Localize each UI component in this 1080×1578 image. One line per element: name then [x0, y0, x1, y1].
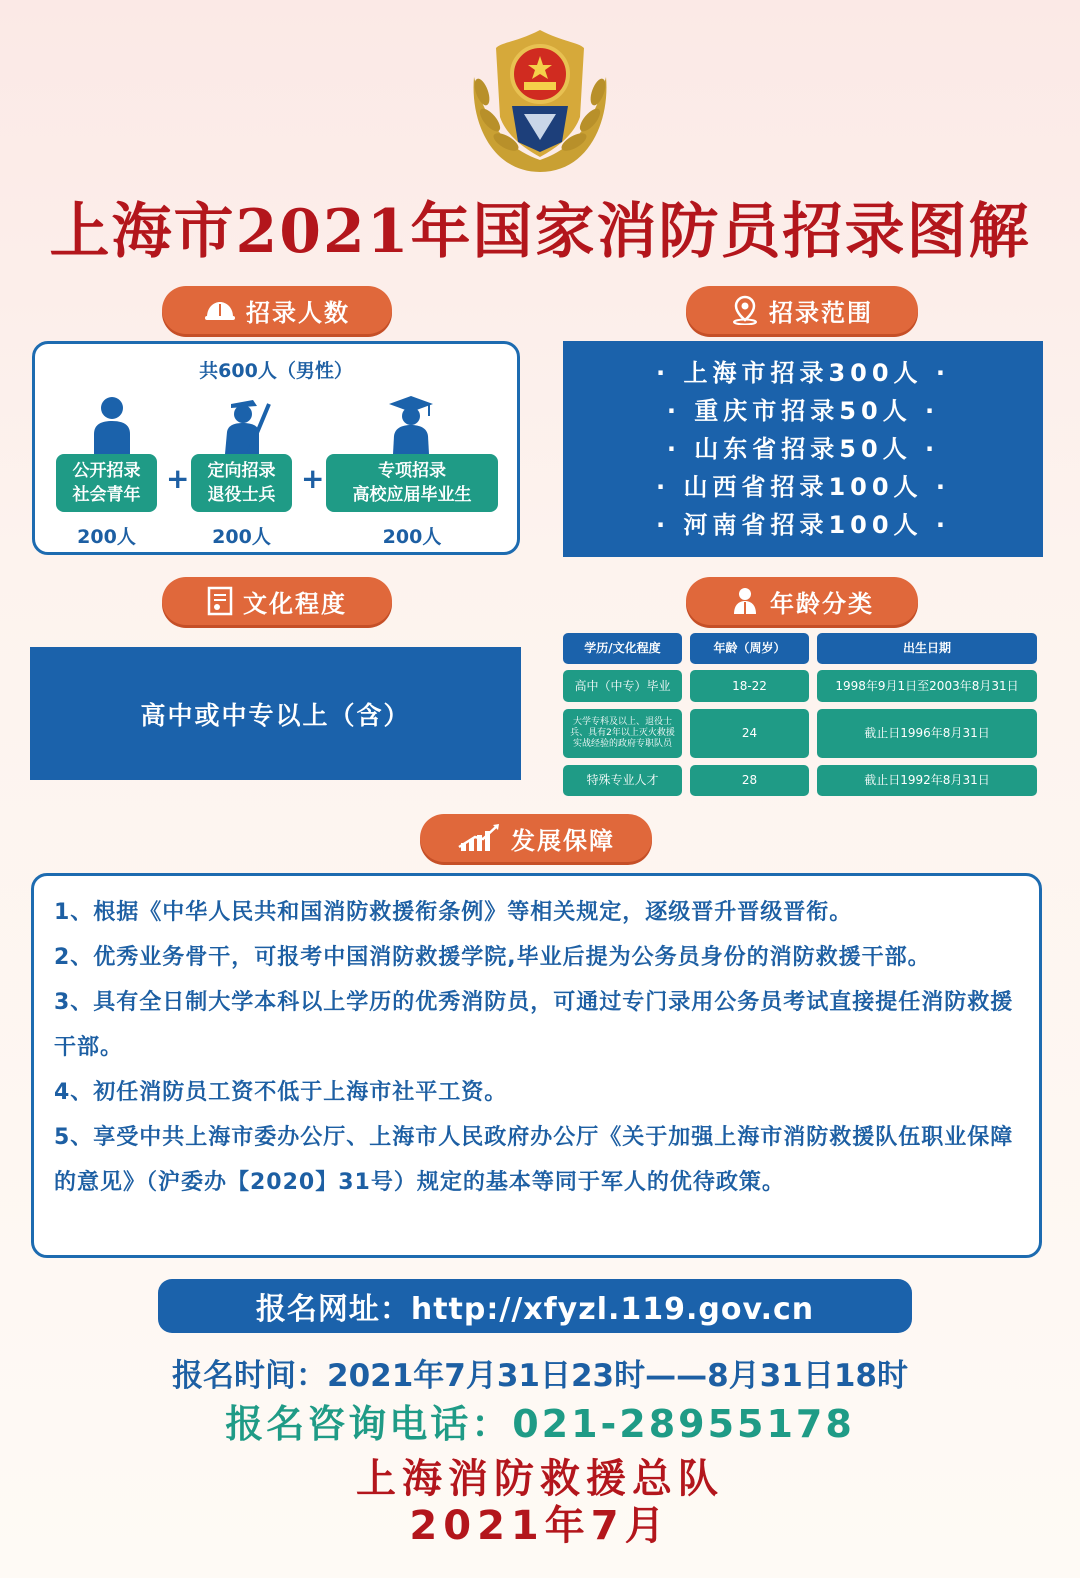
section-header-range [686, 286, 918, 334]
table-header: 学历/文化程度 [563, 633, 682, 664]
graduate-icon [381, 394, 441, 454]
table-cell: 1998年9月1日至2003年8月31日 [817, 670, 1037, 702]
category-line: 社会青年 [72, 485, 141, 505]
category-box [191, 454, 292, 512]
development-item: 5、享受中共上海市委办公厅、上海市人民政府办公厅《关于加强上海市消防救援队伍职业保障的意见》（沪委办【2020】31号）规定的基本等同于军人的优待政策。 [54, 1125, 1014, 1195]
section-label: 招录人数 [246, 298, 350, 327]
category-line: 公开招录 [72, 461, 141, 481]
development-item: 3、具有全日制大学本科以上学历的优秀消防员，可通过专门录用公务员考试直接提任消防救援干部。 [54, 990, 1014, 1060]
category-line: 高校应届毕业生 [352, 485, 472, 505]
fire-rescue-emblem [462, 22, 618, 182]
fire-helmet-icon [204, 299, 236, 321]
people-icon [730, 587, 760, 615]
education-requirement: 高中或中专以上（含） [30, 647, 521, 780]
section-label: 文化程度 [243, 589, 347, 618]
table-header: 出生日期 [817, 633, 1037, 664]
development-panel [31, 873, 1042, 1258]
category-quota: 200人 [212, 526, 271, 548]
development-item: 4、初任消防员工资不低于上海市社平工资。 [54, 1080, 508, 1105]
category-line: 退役士兵 [207, 485, 276, 505]
table-cell: 截止日1996年8月31日 [817, 709, 1037, 758]
table-cell: 24 [690, 709, 809, 758]
plus-sign: + [166, 462, 190, 495]
registration-time: 报名时间：2021年7月31日23时——8月31日18时 [172, 1358, 908, 1394]
table-header: 年龄（周岁） [690, 633, 809, 664]
category-quota: 200人 [382, 526, 442, 548]
section-header-education [162, 577, 392, 625]
range-item: · 重庆市招录50人 · [666, 397, 940, 425]
range-item: · 上海市招录300人 · [655, 359, 951, 387]
section-header-development [420, 814, 652, 862]
section-label: 年龄分类 [770, 589, 874, 618]
organization-name: 上海消防救援总队 [356, 1456, 724, 1502]
page-title: 上海市2021年国家消防员招录图解 [49, 197, 1031, 267]
section-header-age [686, 577, 918, 625]
soldier-icon [213, 394, 273, 454]
publish-date: 2021年7月 [409, 1503, 671, 1549]
table-cell: 特殊专业人才 [563, 765, 682, 796]
location-pin-icon [731, 295, 759, 325]
development-item: 1、根据《中华人民共和国消防救援衔条例》等相关规定，逐级晋升晋级晋衔。 [54, 900, 853, 925]
total-count: 共600人（男性） [199, 360, 353, 382]
growth-chart-icon [457, 823, 501, 853]
category-box [56, 454, 157, 512]
certificate-icon [207, 586, 233, 616]
range-item: · 山东省招录50人 · [666, 435, 940, 463]
category-box [326, 454, 498, 512]
table-cell: 高中（中专）毕业 [563, 670, 682, 702]
section-header-count [162, 286, 392, 334]
consultation-phone: 报名咨询电话：021-28955178 [225, 1402, 855, 1446]
section-label: 招录范围 [769, 298, 873, 327]
section-label: 发展保障 [511, 826, 615, 855]
development-item: 2、优秀业务骨干，可报考中国消防救援学院,毕业后提为公务员身份的消防救援干部。 [54, 945, 931, 970]
table-cell: 28 [690, 765, 809, 796]
table-cell: 18-22 [690, 670, 809, 702]
registration-url[interactable]: 报名网址：http://xfyzl.119.gov.cn [158, 1279, 912, 1333]
civilian-person-icon [82, 394, 142, 454]
recruitment-count-panel [32, 341, 520, 555]
recruitment-range-panel [563, 341, 1043, 557]
range-item: · 山西省招录100人 · [655, 473, 951, 501]
category-line: 专项招录 [378, 461, 446, 481]
table-cell: 大学专科及以上、退役士兵、具有2年以上灭火救援实战经验的政府专职队员 [563, 709, 682, 758]
category-quota: 200人 [77, 526, 136, 548]
range-item: · 河南省招录100人 · [655, 511, 951, 539]
table-cell: 截止日1992年8月31日 [817, 765, 1037, 796]
plus-sign: + [301, 462, 325, 495]
category-line: 定向招录 [207, 461, 276, 481]
